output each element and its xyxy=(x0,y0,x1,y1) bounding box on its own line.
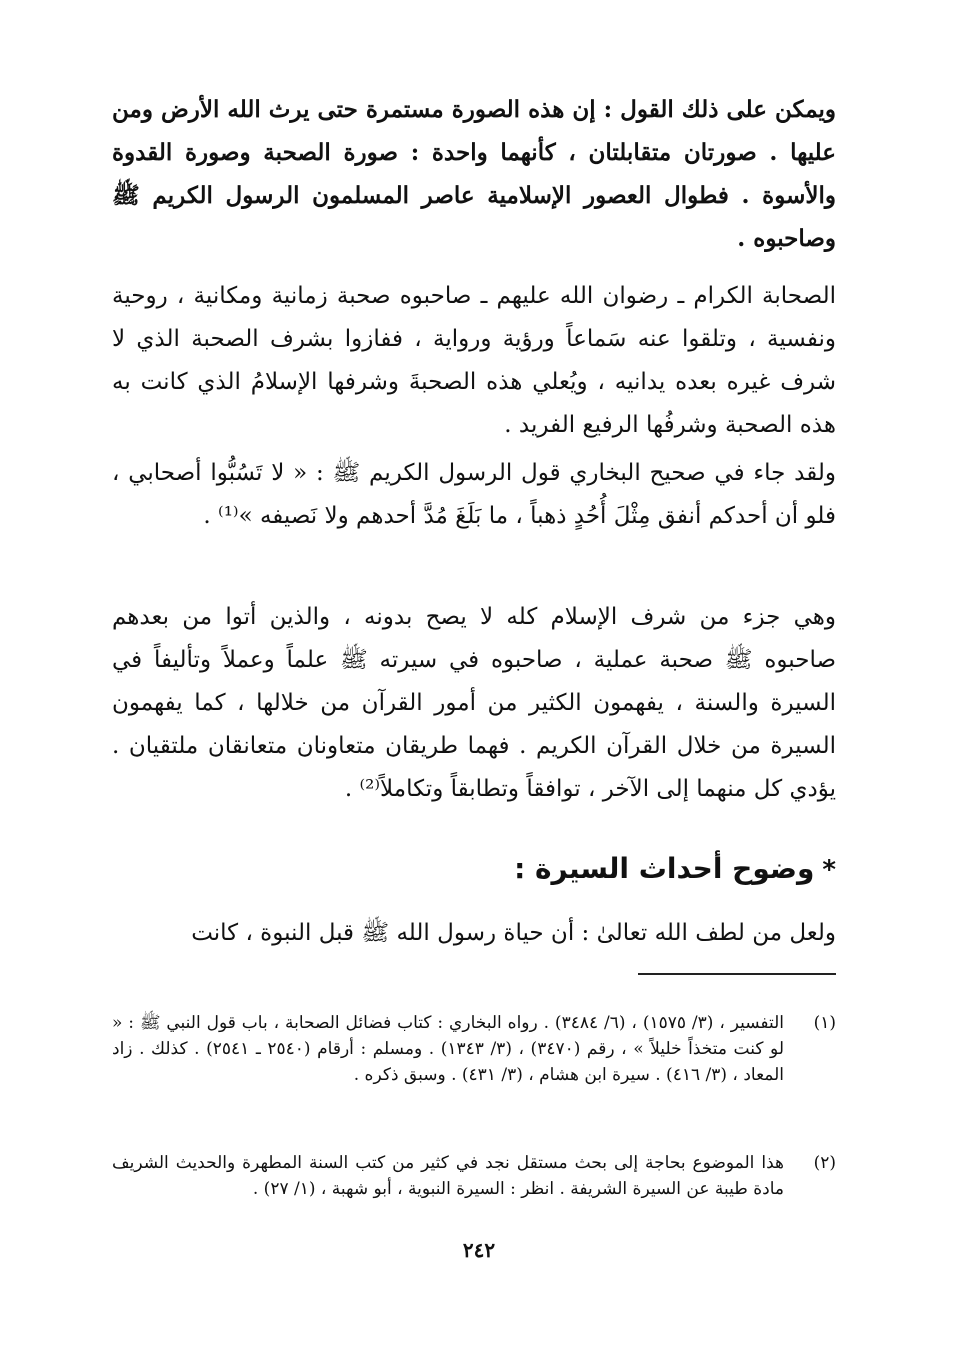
paragraph-4: وهي جزء من شرف الإسلام كله لا يصح بدونه ، والذين أتوا من بعدهم صاحبوه ﷺ صحبة عملية ، صاحبوه في سيرته ﷺ علماً وعملاً وتأليفاً في السيرة والسنة ، يفهمون الكثير من أمور القرآن من خلالها ، كما يفهمون السيرة من خلال القرآن الكريم . فهما طريقان متعاونان متعانقان ملتقيان . يؤدي كل منهما إلى الآخر ، توافقاً وتطابقاً وتكاملاً⁽²⁾ . xyxy=(112,604,836,802)
section-heading-text: وضوح أحداث السيرة : xyxy=(514,852,815,885)
footnote-number: (١) xyxy=(813,1013,836,1033)
continuation-paragraph: ولعل من لطف الله تعالىٰ : أن حياة رسول الله ﷺ قبل النبوة ، كانت xyxy=(191,920,836,946)
paragraph-2: الصحابة الكرام ـ رضوان الله عليهم ـ صاحبوه صحبة زمانية ومكانية ، روحية ونفسية ، وتلقوا عنه سَماعاً ورؤية ورواية ، ففازوا بشرف الصحبة الذي لا شرف غيره بعده يدانيه ، ويُعلي هذه الصحبةَ وشرفها الإسلامُ الذي كانت به هذه الصحبة وشرفُها الرفيع الفريد . xyxy=(112,283,836,438)
footnote-1 xyxy=(112,1010,836,1088)
footnote-divider xyxy=(638,973,836,975)
footnote-number: (٢) xyxy=(813,1153,836,1173)
section-heading xyxy=(514,852,836,885)
paragraph-1: ويمكن على ذلك القول : إن هذه الصورة مستمرة حتى يرث الله الأرض ومن عليها . صورتان متقابلتان ، كأنهما واحدة : صورة الصحبة وصورة القدوة والأسوة . فطوال العصور الإسلامية عاصر المسلمون الرسول الكريم ﷺ وصاحبوه . xyxy=(112,96,836,252)
asterisk-icon: * xyxy=(822,855,836,885)
paragraph-3: ولقد جاء في صحيح البخاري قول الرسول الكريم ﷺ : « لا تَسُبُّوا أصحابي ، فلو أن أحدكم أنفق مِثْلَ أُحُدٍ ذهباً ، ما بَلَغَ مُدَّ أحدهم ولا نَصيفه »⁽¹⁾ . xyxy=(112,460,836,529)
footnote-text: التفسير ، (٣/ ١٥٧٥) ، (٦/ ٣٤٨٤) . رواه البخاري : كتاب فضائل الصحابة ، باب قول النبي ﷺ : « لو كنت متخذاً خليلاً » ، رقم (٣٤٧٠) ، (٣/ ١٣٤٣) . ومسلم : أرقام (٢٥٤٠ ـ ٢٥٤١) . كذلك . زاد المعاد ، (٣/ ٤١٦) . سيرة ابن هشام ، (٣/ ٤٣١) . وسبق ذكره . xyxy=(112,1013,785,1085)
footnote-text: هذا الموضوع بحاجة إلى بحث مستقل نجد في كثير من كتب السنة المطهرة والحديث الشريف مادة طيبة عن السيرة الشريفة . انظر : السيرة النبوية ، أبو شهبة ، (١/ ٢٧) . xyxy=(112,1153,784,1199)
page-number: ٢٤٢ xyxy=(462,1238,496,1262)
footnote-2 xyxy=(112,1150,836,1202)
